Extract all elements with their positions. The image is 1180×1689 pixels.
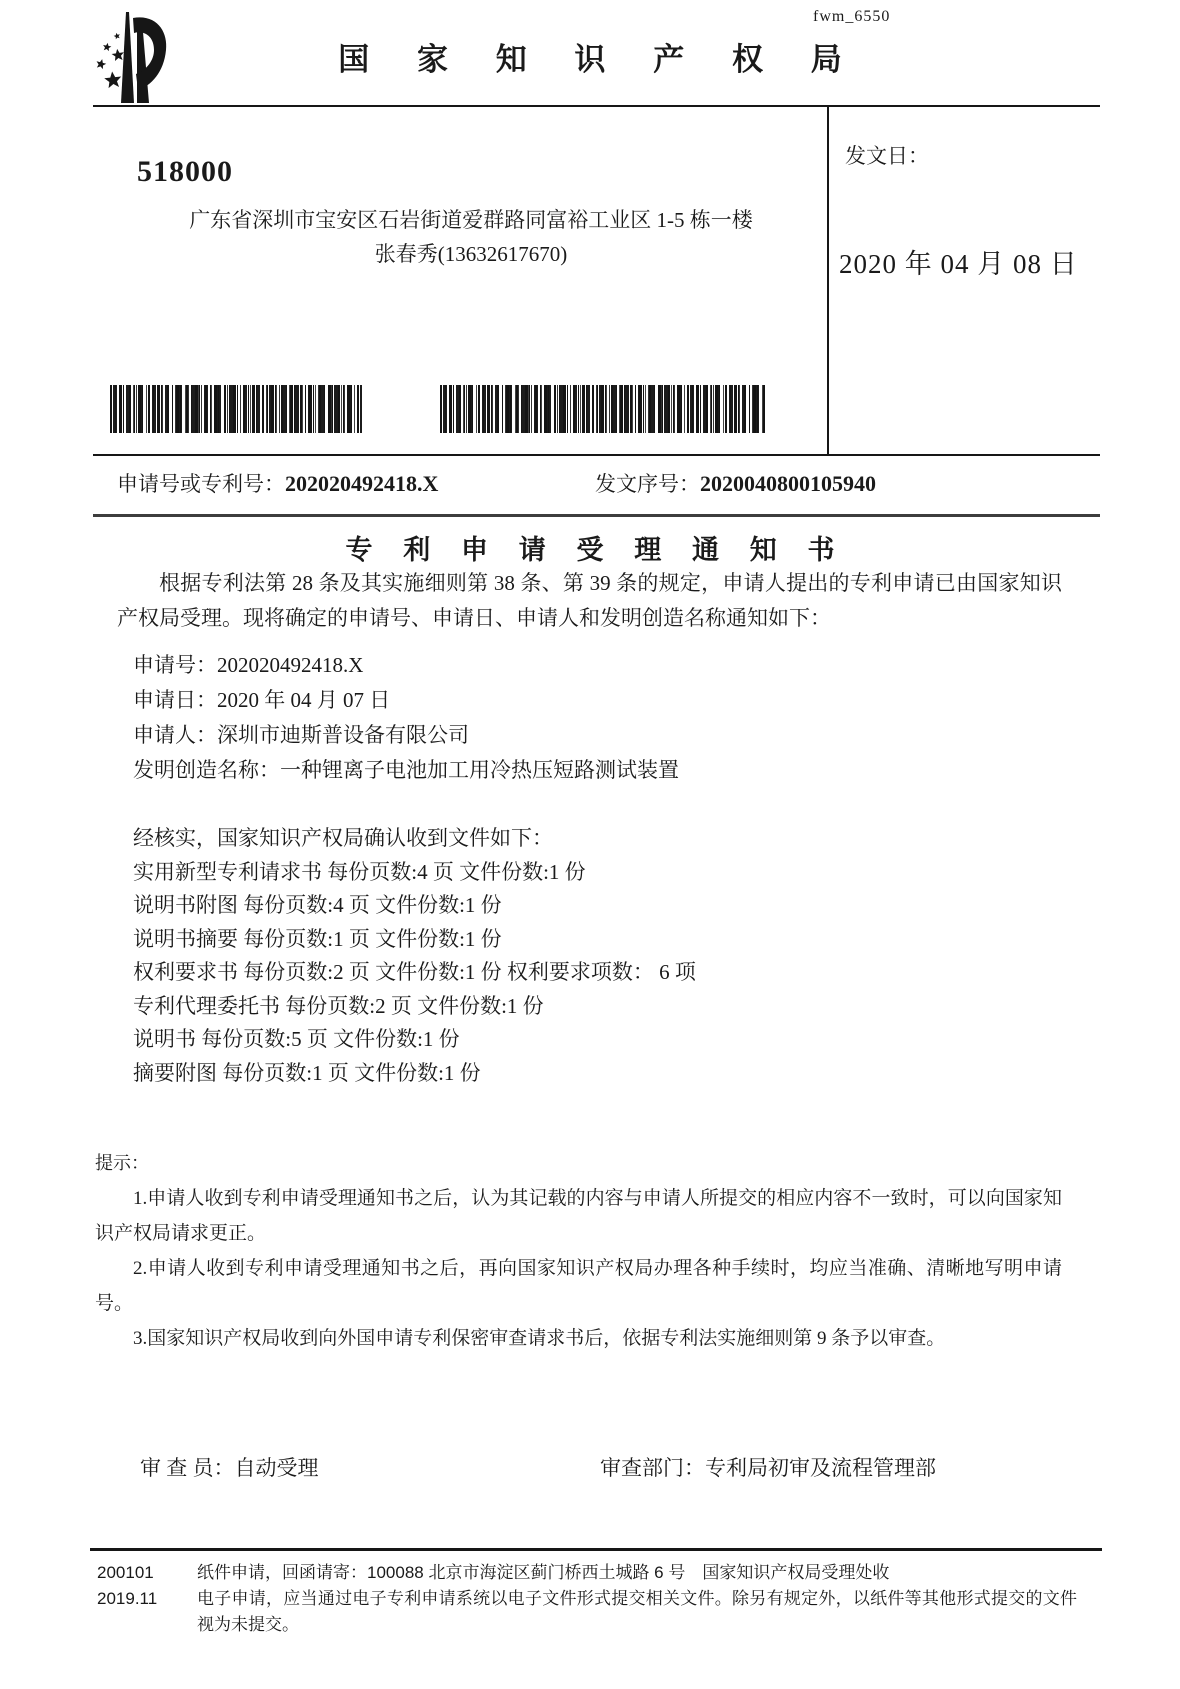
barcode-application	[110, 385, 362, 433]
footer-note-text: 电子申请，应当通过电子专利申请系统以电子文件形式提交相关文件。除另有规定外，以纸件等其他形式提交的文件视为未提交。	[197, 1589, 1077, 1634]
footer-rule	[90, 1548, 1102, 1551]
serial-number-label: 发文序号：	[595, 472, 700, 496]
department-line: 审查部门：专利局初审及流程管理部	[600, 1456, 936, 1480]
footer-form-code: 200101	[97, 1563, 154, 1582]
received-files-intro: 经核实，国家知识产权局确认收到文件如下：	[133, 826, 553, 850]
received-file-item: 实用新型专利请求书 每份页数:4 页 文件份数:1 份	[133, 859, 586, 884]
section-divider	[93, 514, 1100, 517]
received-file-item: 说明书摘要 每份页数:1 页 文件份数:1 份	[133, 926, 502, 951]
received-file-item: 说明书附图 每份页数:4 页 文件份数:1 份	[133, 893, 502, 917]
received-file-item: 说明书 每份页数:5 页 文件份数:1 份	[133, 1027, 460, 1051]
notice-intro: 根据专利法第 28 条及其实施细则第 38 条、第 39 条的规定，申请人提出的专利申请已由国家知识产权局受理。现将确定的申请号、申请日、申请人和发明创造名称通知如下：	[117, 571, 1062, 630]
agency-title: 国 家 知 识 产 权 局	[338, 42, 862, 77]
watermark-code: fwm_6550	[813, 8, 891, 25]
barcode-serial	[440, 385, 765, 433]
received-files-section	[133, 822, 696, 1090]
examiner-line: 审 查 员：自动受理	[140, 1456, 319, 1480]
received-file-item: 专利代理委托书 每份页数:2 页 文件份数:1 份	[133, 993, 544, 1018]
application-number: 202020492418.X	[285, 471, 439, 496]
field-application-date: 申请日：2020 年 04 月 07 日	[133, 688, 391, 712]
tip-item: 3.国家知识产权局收到向外国申请专利保密审查请求书后，依据专利法实施细则第 9 条予以审查。	[133, 1328, 946, 1349]
footer-notes	[97, 1560, 1097, 1638]
serial-number-line	[595, 468, 876, 498]
tip-item: 1.申请人收到专利申请受理通知书之后，认为其记载的内容与申请人所提交的相应内容不一致时，可以向国家知识产权局请求更正。	[95, 1188, 1062, 1244]
application-number-line	[117, 468, 438, 498]
recipient-postcode: 518000	[137, 155, 233, 188]
tip-item: 2.申请人收到专利申请受理通知书之后，再向国家知识产权局办理各种手续时，均应当准确、清晰地写明申请号。	[95, 1258, 1062, 1314]
received-file-item: 权利要求书 每份页数:2 页 文件份数:1 份 权利要求项数： 6 项	[133, 960, 696, 984]
serial-number: 2020040800105940	[700, 471, 876, 496]
box-divider	[827, 107, 829, 454]
notice-title: 专 利 申 请 受 理 通 知 书	[345, 535, 847, 565]
footer-row	[97, 1586, 1097, 1638]
recipient-contact: 张春秀(13632617670)	[374, 242, 568, 266]
field-application-number: 申请号：202020492418.X	[133, 653, 364, 677]
recipient-address-block	[121, 203, 821, 271]
field-applicant: 申请人：深圳市迪斯普设备有限公司	[133, 723, 469, 747]
dispatch-date-label: 发文日：	[845, 144, 929, 168]
received-file-item: 摘要附图 每份页数:1 页 文件份数:1 份	[133, 1060, 481, 1085]
dispatch-date: 2020 年 04 月 08 日	[839, 249, 1078, 279]
application-fields	[133, 648, 679, 788]
tips-label: 提示：	[95, 1153, 149, 1173]
application-number-label: 申请号或专利号：	[117, 472, 285, 496]
footer-form-version: 2019.11	[97, 1589, 158, 1608]
footer-row	[97, 1560, 1097, 1586]
footer-note-text: 纸件申请，回函请寄：100088 北京市海淀区蓟门桥西土城路 6 号 国家知识产权局受理处收	[197, 1563, 890, 1582]
recipient-address: 广东省深圳市宝安区石岩街道爱群路同富裕工业区 1-5 栋一楼	[189, 208, 753, 232]
recipient-dispatch-box	[93, 105, 1100, 456]
tips-section	[95, 1146, 1062, 1356]
field-invention-title: 发明创造名称：一种锂离子电池加工用冷热压短路测试装置	[133, 758, 679, 782]
